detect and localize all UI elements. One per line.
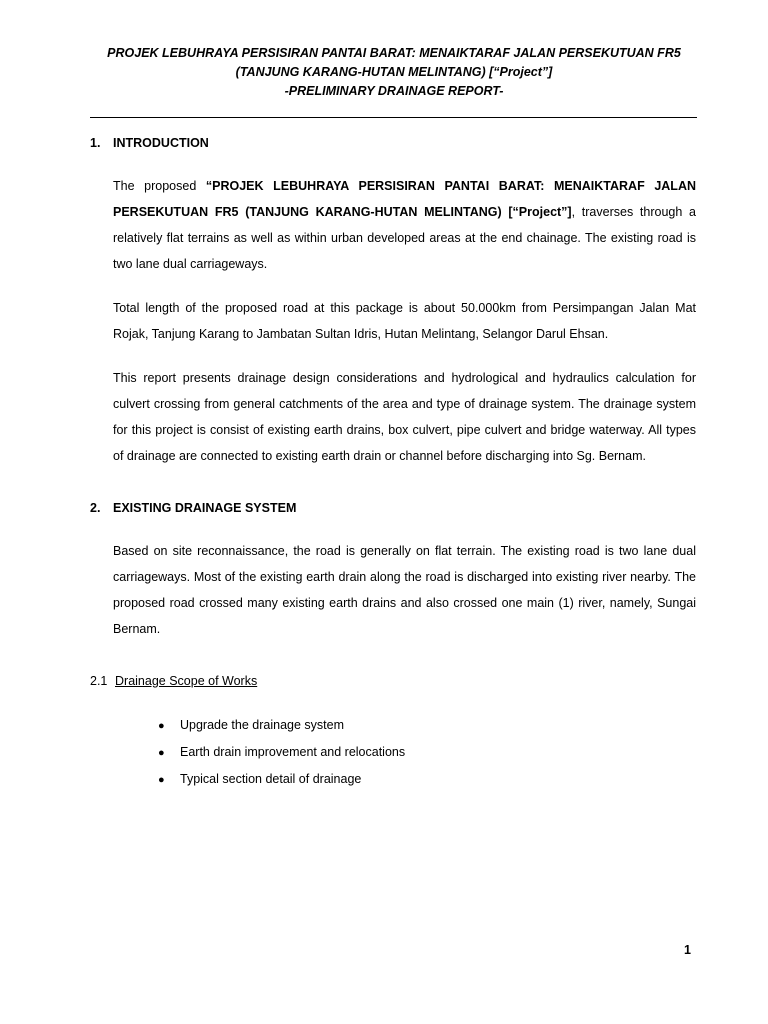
list-item-text: Typical section detail of drainage: [180, 772, 362, 786]
header-divider: [90, 117, 697, 118]
scope-of-works-list: [158, 716, 405, 797]
header-report-title: -PRELIMINARY DRAINAGE REPORT-: [284, 84, 504, 98]
intro-p1-project-name: “PROJEK LEBUHRAYA PERSISIRAN PANTAI BARAT: MENAIKTARAF JALAN PERSEKUTUAN FR5 (TANJUNG KARANG-HUTAN MELINTANG) [“Project”]: [113, 179, 696, 219]
section-1-number: 1.: [90, 136, 101, 150]
page-number: 1: [684, 943, 691, 957]
section-2-number: 2.: [90, 501, 101, 515]
bullet-icon: ●: [158, 720, 165, 732]
intro-paragraph-1: [113, 173, 696, 277]
intro-p1-suffix: , traverses through a relatively flat terrains as well as within urban developed areas at the end chainage. The existing road is two lane dual carriageways.: [113, 205, 696, 271]
section-2-1-title: Drainage Scope of Works: [115, 674, 258, 688]
intro-paragraph-2: Total length of the proposed road at this package is about 50.000km from Persimpangan Jalan Mat Rojak, Tanjung Karang to Jambatan Sultan Idris, Hutan Melintang, Selangor Darul Ehsan.: [113, 301, 696, 341]
list-item: [158, 743, 405, 770]
document-header: [90, 44, 698, 101]
existing-drainage-paragraph: Based on site reconnaissance, the road is generally on flat terrain. The existing road is two lane dual carriageways. Most of the existing earth drain along the road is discharged into existing river nearby. The proposed road crossed many existing earth drains and also crossed one main (1) river, namely, Sungai Bernam.: [113, 544, 696, 636]
header-title-line-2: (TANJUNG KARANG-HUTAN MELINTANG) [“Project”]: [235, 65, 553, 79]
section-2-1-heading: [90, 674, 257, 688]
list-item-text: Earth drain improvement and relocations: [180, 745, 406, 759]
bullet-icon: ●: [158, 774, 165, 786]
header-title-line-1: PROJEK LEBUHRAYA PERSISIRAN PANTAI BARAT: MENAIKTARAF JALAN PERSEKUTUAN FR5: [107, 46, 681, 60]
list-item-text: Upgrade the drainage system: [180, 718, 344, 732]
intro-paragraph-3: This report presents drainage design considerations and hydrological and hydraulics calculation for culvert crossing from general catchments of the area and type of drainage system. The drainage system for this project is consist of existing earth drains, box culvert, pipe culvert and bridge waterway. All types of drainage are connected to existing earth drain or channel before discharging into Sg. Bernam.: [113, 371, 696, 463]
list-item: [158, 770, 405, 797]
section-2-heading: [90, 501, 296, 515]
intro-p1-prefix: The proposed: [113, 179, 206, 193]
section-1-title: INTRODUCTION: [113, 136, 209, 150]
section-1-heading: [90, 136, 209, 150]
section-2-title: EXISTING DRAINAGE SYSTEM: [113, 501, 297, 515]
bullet-icon: ●: [158, 747, 165, 759]
list-item: [158, 716, 405, 743]
section-2-1-number: 2.1: [90, 674, 108, 688]
